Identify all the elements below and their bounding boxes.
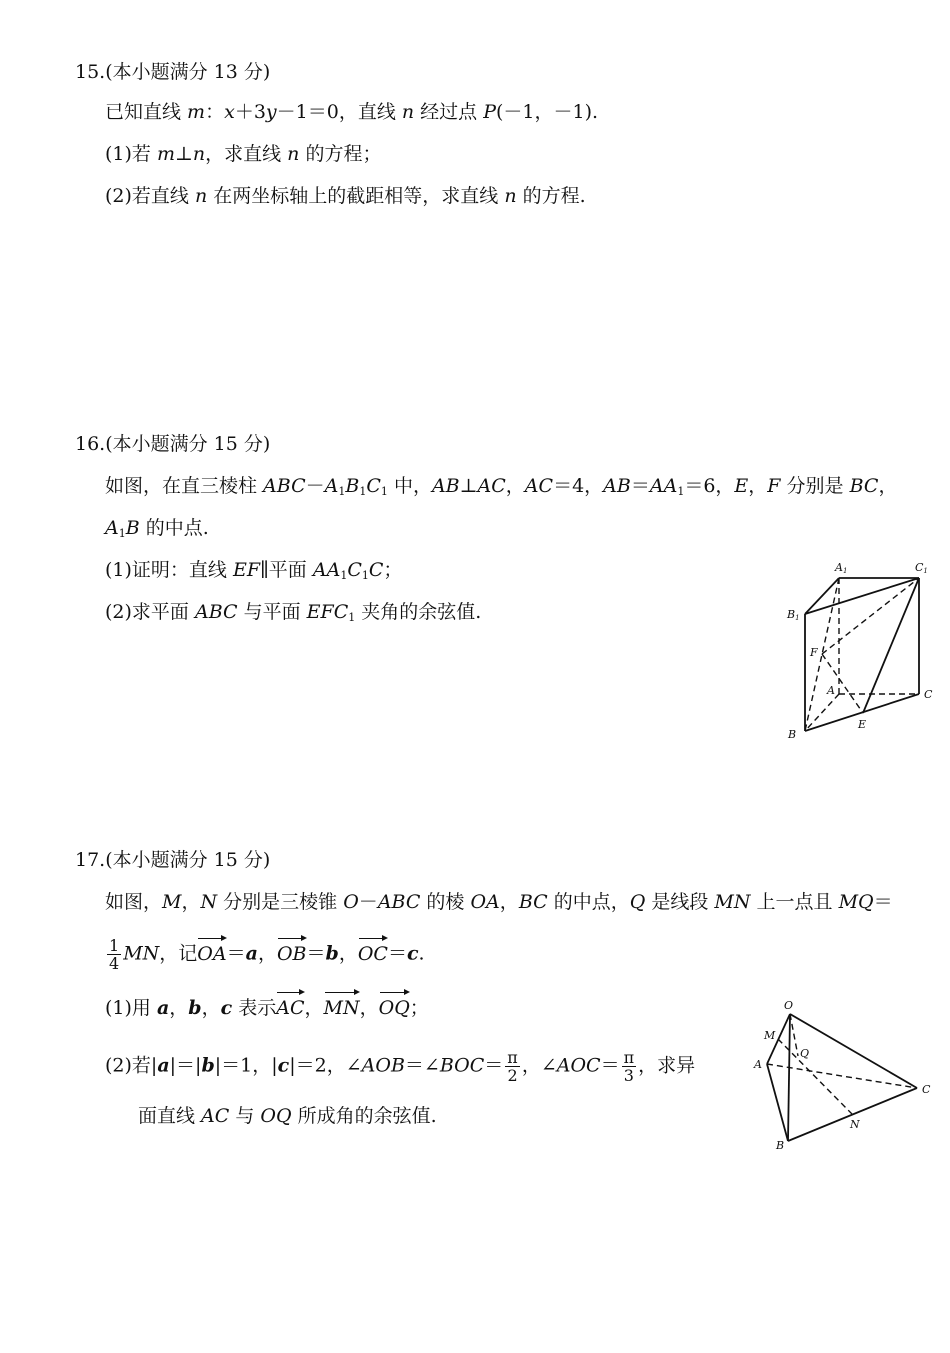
q15-stem-var: n (401, 101, 415, 123)
tetrahedron-figure (752, 996, 940, 1154)
q15-p1-text: ，求直线 (205, 143, 288, 165)
label-M: M (764, 1029, 776, 1042)
q17-part1: (1)用 a，b，c 表示AC，MN，OQ； (105, 997, 429, 1019)
label-B1: B1 (787, 608, 800, 622)
q17-p2-text: 与 (229, 1105, 261, 1127)
q17-number: 17. (75, 849, 106, 871)
q16-part1: (1)证明：直线 EF∥平面 $AA_1C_1C$； (105, 559, 403, 582)
fraction-pi-over-2: $\frac{\pi}{2}$ (507, 1048, 518, 1085)
q15-stem-text: ： (205, 101, 225, 123)
edge-A-B (767, 1064, 788, 1141)
label-A: A (754, 1058, 762, 1071)
label-F: F (810, 646, 818, 659)
label-A1: A1 (835, 561, 848, 575)
q16-stem-text: 如图，在直三棱柱 (105, 475, 264, 497)
q15-stem (105, 100, 598, 124)
q17-p2-text: ，求异 (638, 1054, 696, 1077)
q16-stem-text: 分别是 (786, 475, 850, 497)
q17-stem-text: 的中点， (547, 891, 630, 913)
q17-stem-text: 分别是三棱锥 (217, 891, 344, 913)
fraction-one-quarter: $\frac{1}{4}$ (109, 936, 120, 973)
q16-p2-text: 夹角的余弦值. (355, 601, 482, 623)
q15-p2-text: (2)若直线 (105, 185, 195, 207)
edge-C1-E (863, 578, 919, 713)
q17-p1-text: ； (409, 997, 429, 1019)
prism-figure (775, 556, 940, 746)
q16-stem-text: 的中点. (145, 517, 209, 539)
q17-header (75, 848, 270, 872)
q16-p1-text: (1)证明：直线 (105, 559, 233, 581)
q17-p2-text: 面直线 (138, 1105, 202, 1127)
q16-p1-text: ； (383, 559, 403, 581)
label-A: A (827, 684, 835, 697)
label-Q: Q (800, 1047, 810, 1060)
q15-stem-var: y (265, 101, 277, 123)
label-C1: C1 (915, 561, 928, 575)
q17-part2: (2)若|a|＝|b|＝1，|c|＝2，∠AOB＝∠BOC＝ $\frac{\pi}{2}$ ，∠AOC＝ $\frac{\pi}{3}$ ，求异 (105, 1048, 696, 1085)
q15-p1-var: m (156, 143, 175, 165)
q15-p1-text: (1)若 (105, 143, 157, 165)
q17-stem-line1: 如图，M，N 分别是三棱锥 O－ABC 的棱 OA，BC 的中点，Q 是线段 MN 上一点且 MQ＝ (105, 891, 893, 913)
label-C: C (922, 1083, 931, 1096)
q15-p1-var: n (287, 143, 300, 165)
q15-p1-var: n (192, 143, 206, 165)
q15-stem-text: －1＝0，直线 (276, 101, 402, 123)
q16-stem-line1: 如图，在直三棱柱 $ABC-A_1B_1C_1$ 中，AB⊥AC，AC＝4，$AB=AA_1=6$，E，F 分别是 BC， (105, 475, 898, 498)
q15-part1 (105, 142, 381, 166)
q17-part2-cont: 面直线 AC 与 OQ 所成角的余弦值. (138, 1105, 437, 1127)
label-E: E (858, 718, 867, 731)
q15-number: 15. (75, 61, 106, 83)
q17-p2-text: 所成角的余弦值. (291, 1105, 437, 1127)
fraction-pi-over-3: $\frac{\pi}{3}$ (623, 1048, 635, 1085)
q17-stem-text: 是线段 (645, 891, 715, 913)
q16-stem-text: 中， (393, 475, 432, 497)
q16-stem-line2: $A_1B$ 的中点. (105, 517, 209, 540)
q17-stem-text: 上一点且 (750, 891, 839, 913)
q15-stem-text: 经过点 (414, 101, 484, 123)
label-B: B (788, 728, 797, 741)
q15-stem-var: m (187, 101, 206, 123)
q15-stem-text: ＋3 (234, 101, 266, 123)
label-O: O (784, 999, 794, 1012)
q15-part2 (105, 184, 586, 208)
q16-p2-text: 与平面 (237, 601, 307, 623)
q16-p1-text: ∥平面 (260, 559, 313, 581)
segment-O-Q (790, 1014, 798, 1056)
q17-score: (本小题满分 15 分) (105, 849, 271, 871)
q17-p1-text: (1)用 (105, 997, 157, 1019)
q15-stem-var: P (483, 101, 496, 123)
edge-O-B (788, 1014, 790, 1141)
edge-O-C (790, 1014, 917, 1088)
q16-p2-text: (2)求平面 (105, 601, 195, 623)
q17-p1-text: 表示 (232, 997, 277, 1019)
q16-header (75, 432, 270, 456)
q17-stem-line2: $\frac{1}{4}$ MN，记OA＝a，OB＝b，OC＝c. (109, 936, 425, 973)
q15-p2-var: n (504, 185, 517, 207)
q15-header (75, 60, 270, 84)
q15-stem-text: (－1，－1). (496, 101, 599, 123)
q15-p1-text: 的方程； (299, 143, 382, 165)
q17-stem-text: 如图， (105, 891, 163, 913)
q15-p2-text: 在两坐标轴上的截距相等，求直线 (207, 185, 505, 207)
label-C: C (924, 688, 933, 701)
edge-B-C (788, 1088, 917, 1141)
q15-stem-text: 已知直线 (105, 101, 188, 123)
q17-stem-text: ，记 (159, 942, 198, 965)
q15-stem-var: x (224, 101, 235, 123)
q15-p1-text: ⊥ (175, 143, 193, 165)
q17-p2-text: (2)若 (105, 1054, 151, 1077)
q15-p2-text: 的方程. (516, 185, 586, 207)
q15-score: (本小题满分 13 分) (105, 61, 271, 83)
q17-stem-text: 的棱 (420, 891, 471, 913)
q16-number: 16. (75, 433, 106, 455)
label-N: N (850, 1118, 860, 1131)
q15-p2-var: n (194, 185, 208, 207)
q16-part2: (2)求平面 ABC 与平面 $EFC_1$ 夹角的余弦值. (105, 601, 482, 624)
q16-score: (本小题满分 15 分) (105, 433, 271, 455)
label-B: B (776, 1139, 785, 1152)
